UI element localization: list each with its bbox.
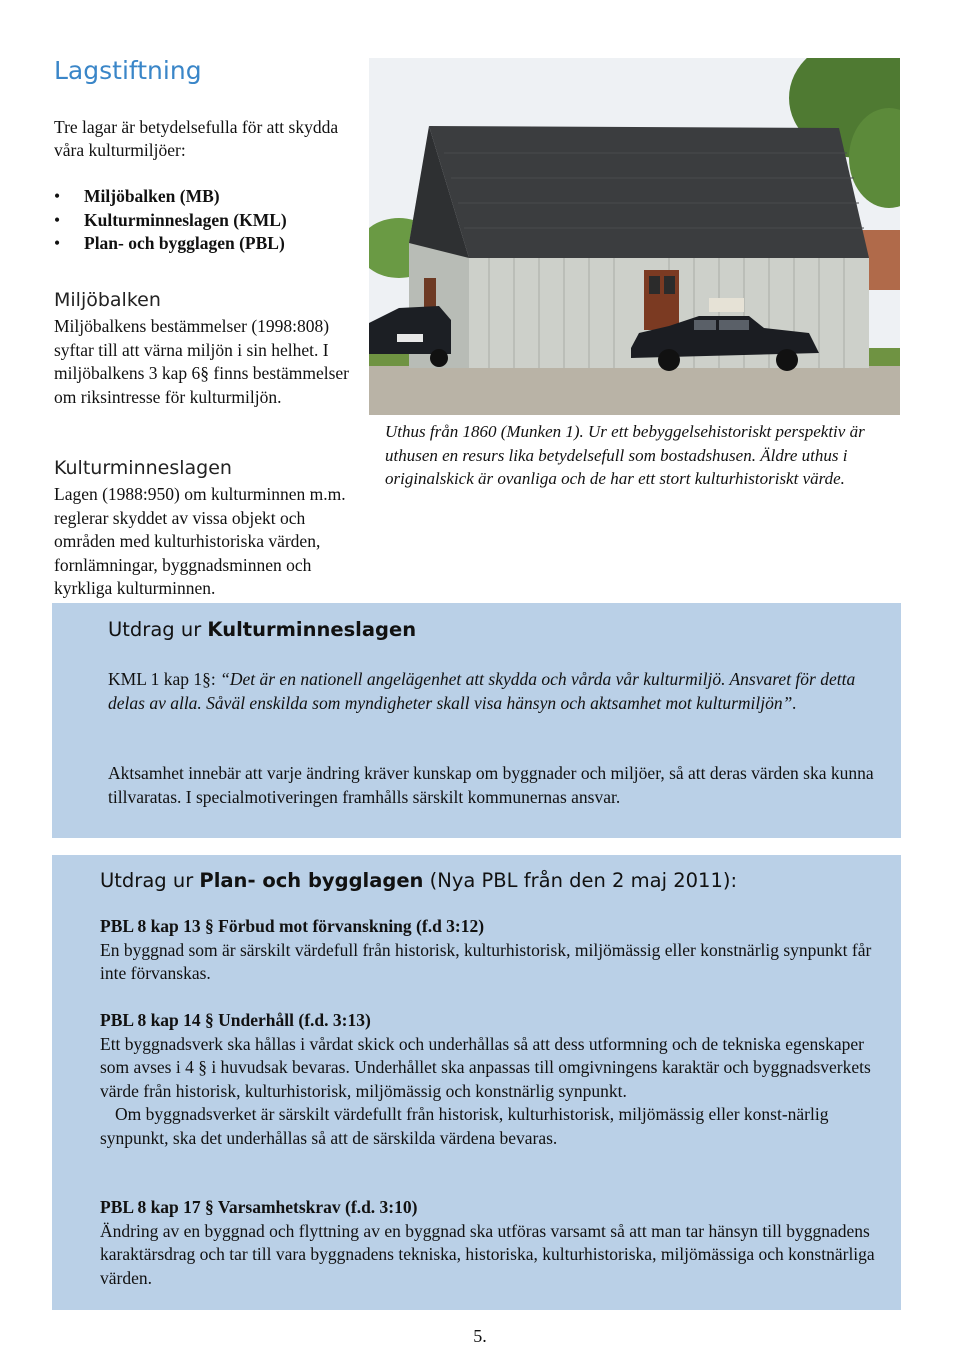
pbl-section-text-continued: Om byggnadsverket är särskilt värdefullt från historisk, kulturhistorisk, miljömässig eller konst-närlig synpunkt, ska det underhållas så att de särskilda värdena bevaras. [100, 1104, 829, 1148]
pbl-section-heading: PBL 8 kap 14 § Underhåll (f.d. 3:13) [100, 1010, 371, 1030]
page-number: 5. [473, 1326, 487, 1346]
box2-title-suffix: (Nya PBL från den 2 maj 2011): [423, 869, 738, 892]
kulturminneslagen-text: Lagen (1988:950) om kulturminnen m.m. reglerar skyddet av vissa objekt och områden med kulturhistoriska värden, fornlämningar, byggnadsminnen och kyrkliga kulturminnen. [54, 484, 346, 598]
photo-caption: Uthus från 1860 (Munken 1). Ur ett bebyggelsehistoriskt perspektiv är uthusen en resurs lika betydelsefull som bostadshusen. Äldre uthus i originalskick är ovanliga och de har ett stort kulturhistoriskt värde. [385, 422, 865, 488]
box2-title-bold: Plan- och bygglagen [199, 869, 424, 892]
pbl-section [100, 1196, 880, 1290]
outbuilding-photo [369, 58, 900, 415]
miljobalken-heading: Miljöbalken [54, 289, 161, 311]
pbl-section-text: En byggnad som är särskilt värdefull från historisk, kulturhistorisk, miljömässig eller konstnärlig synpunkt får inte förvanskas. [100, 939, 872, 983]
box1-title [108, 618, 416, 641]
law-list [54, 185, 287, 256]
photo-outbuilding-icon [369, 58, 900, 415]
kml-quote: “Det är en nationell angelägenhet att skydda och vårda vår kulturmiljö. Ansvaret för detta delas av alla. Såväl enskilda som myndigheter skall visa hänsyn och aktsamhet mot kulturmiljön”. [108, 669, 856, 713]
pbl-section-heading: PBL 8 kap 17 § Varsamhetskrav (f.d. 3:10) [100, 1197, 418, 1217]
law-list-item: • Kulturminneslagen (KML) [54, 209, 287, 233]
box1-title-prefix: Utdrag ur [108, 618, 208, 641]
page-title: Lagstiftning [54, 56, 202, 85]
pbl-section-text: Ändring av en byggnad och flyttning av en byggnad ska utföras varsamt så att man tar hänsyn till byggnadens karaktärsdrag och tar till vara byggnadens tekniska, historiska, kulturhistoriska, miljömässiga och konstnärliga värden. [100, 1220, 875, 1288]
box2-title [100, 869, 737, 892]
kml-quote-paragraph [108, 668, 878, 715]
pbl-section [100, 915, 880, 986]
kulturminneslagen-heading: Kulturminneslagen [54, 457, 232, 479]
kulturminneslagen-excerpt-box [52, 603, 901, 838]
miljobalken-text: Miljöbalkens bestämmelser (1998:808) syftar till att värna miljön i sin helhet. I miljöbalkens 3 kap 6§ finns bestämmelser om riksintresse för kulturmiljön. [54, 316, 350, 407]
pbl-section-text: Ett byggnadsverk ska hållas i vårdat skick och underhållas så att dess utformning och de tekniska egenskaper som avses i 4 § i huvudsak bevaras. Underhållet ska anpassas till omgivningens karaktär och byggnadsverkets värde från historisk, kulturhistorisk, miljömässig och konstnärlig synpunkt. [100, 1033, 871, 1101]
pbl-section [100, 1009, 880, 1150]
law-list-item: • Miljöbalken (MB) [54, 185, 287, 209]
pbl-section-heading: PBL 8 kap 13 § Förbud mot förvanskning (f.d 3:12) [100, 916, 485, 936]
kml-explanation: Aktsamhet innebär att varje ändring kräver kunskap om byggnader och miljöer, så att deras värden ska kunna tillvaratas. I specialmotiveringen framhålls särskilt kommunernas ansvar. [108, 763, 874, 807]
kml-ref: KML 1 kap 1§: [108, 669, 221, 689]
pbl-excerpt-box [52, 855, 901, 1310]
law-list-item: • Plan- och bygglagen (PBL) [54, 232, 287, 256]
box2-title-prefix: Utdrag ur [100, 869, 200, 892]
box1-title-bold: Kulturminneslagen [207, 618, 417, 641]
intro-text: Tre lagar är betydelsefulla för att skydda våra kulturmiljöer: [54, 117, 339, 160]
